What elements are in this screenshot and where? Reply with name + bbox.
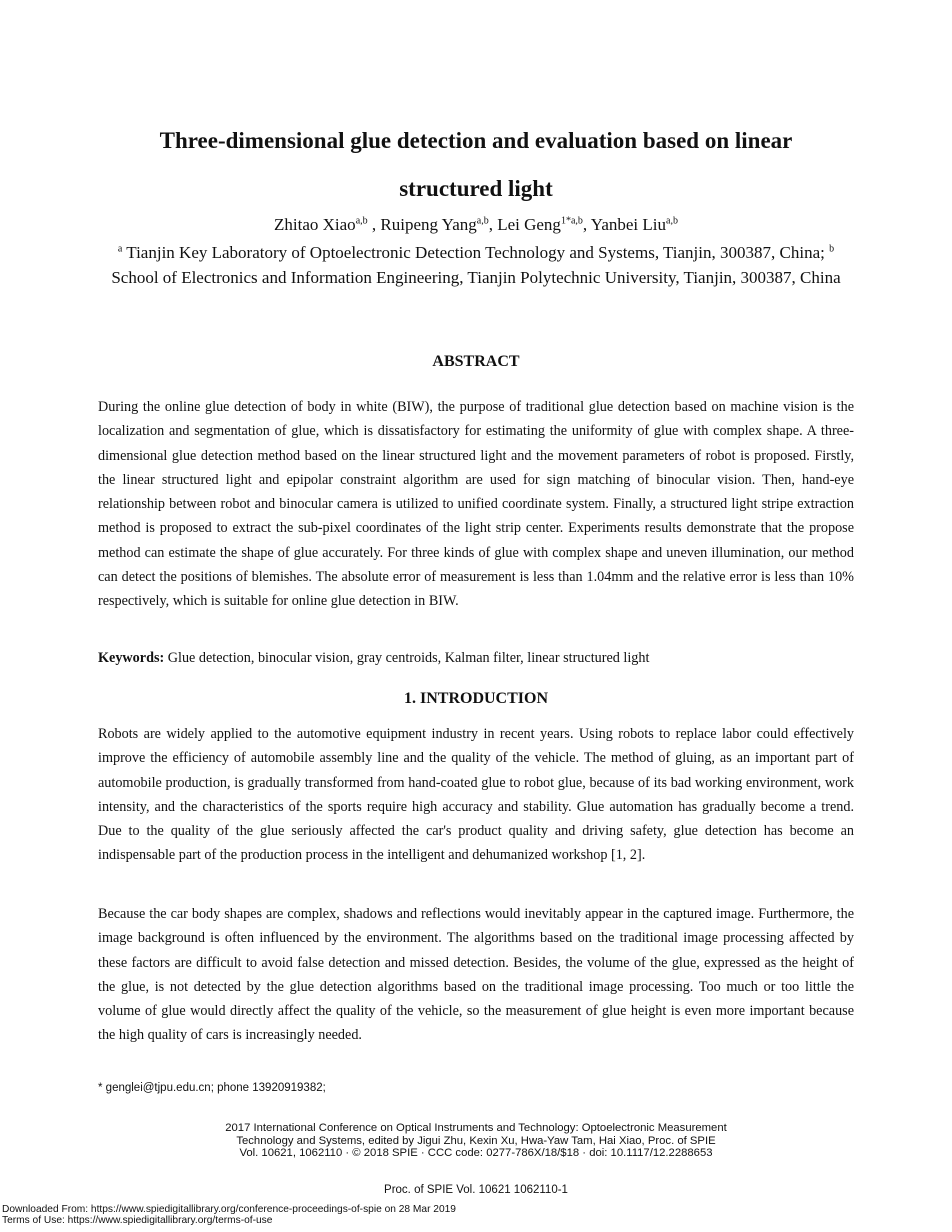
author-name: Zhitao Xiao — [274, 215, 356, 234]
introduction-paragraph-1: Robots are widely applied to the automotive equipment industry in recent years. Using robots to replace labor could effectively improve the efficiency of automobile assembly line and the quality of the vehicle. The method of gluing, as an important part of automobile production, is gradually transformed from hand-coated glue to robot glue, because of its bad working environment, work intensity, and the characteristics of the sports require high accuracy and stability. Glue automation has gradually become a trend. Due to the quality of the glue seriously affected the car's product quality and driving safety, glue detection has become an indispensable part of the production process in the intelligent and dehumanized workshop [1, 2]. — [98, 726, 854, 864]
author-name: Lei Geng — [497, 215, 561, 234]
conference-citation-line-1: 2017 International Conference on Optical Instruments and Technology: Optoelectronic Measurement — [225, 1122, 727, 1134]
author-list — [90, 215, 862, 235]
conference-citation — [200, 1122, 752, 1160]
affiliation-a: Tianjin Key Laboratory of Optoelectronic Detection Technology and Systems, Tianjin, 300387, China; — [122, 243, 830, 262]
paper-title-line-2: structured light — [399, 176, 553, 201]
affiliation-mark-a: a — [117, 243, 123, 255]
abstract-heading: ABSTRACT — [432, 353, 520, 370]
section-heading-introduction: 1. INTRODUCTION — [403, 690, 548, 707]
author-name: Ruipeng Yang — [380, 215, 477, 234]
author-affiliation-mark: a,b — [666, 215, 678, 227]
abstract-text: During the online glue detection of body in white (BIW), the purpose of traditional glue detection based on machine vision is the localization and segmentation of glue, which is dissatisfactory for estimating the uniformity of glue with complex shape. A three-dimensional glue detection method based on the linear structured light and the movement parameters of robot is proposed. Firstly, the linear structured light and epipolar constraint algorithm are used for sign matching of binocular vision. Then, hand-eye relationship between robot and binocular camera is utilized to unified coordinate system. Finally, a structured light stripe extraction method is proposed to extract the sub-pixel coordinates of the light strip center. Experiments results demonstrate that the propose method can estimate the shape of glue accurately. For three kinds of glue with complex shape and uneven illumination, our method can detect the positions of blemishes. The absolute error of measurement is less than 1.04mm and the relative error is less than 10% respectively, which is suitable for online glue detection in BIW. — [98, 399, 854, 610]
keywords-list: Glue detection, binocular vision, gray centroids, Kalman filter, linear structured light — [164, 650, 650, 666]
author-separator: , — [582, 215, 591, 234]
corresponding-author-footnote: * genglei@tjpu.edu.cn; phone 13920919382; — [98, 1082, 326, 1094]
author-affiliation-mark: a,b — [476, 215, 489, 227]
conference-citation-line-3: Vol. 10621, 1062110 · © 2018 SPIE · CCC code: 0277-786X/18/$18 · doi: 10.1117/12.2288653 — [239, 1147, 713, 1160]
terms-of-use-notice: Terms of Use: https://www.spiedigitallibrary.org/terms-of-use — [2, 1215, 273, 1226]
author-affiliation-mark: a,b — [355, 215, 368, 227]
affiliation-b: School of Electronics and Information Engineering, Tianjin Polytechnic University, Tianjin, 300387, China — [111, 267, 841, 287]
affiliations — [96, 241, 856, 290]
paper-title-line-1: Three-dimensional glue detection and evaluation based on linear — [159, 128, 793, 153]
introduction-paragraph-2: Because the car body shapes are complex, shadows and reflections would inevitably appear in the captured image. Furthermore, the image background is often influenced by the environment. The algorithms based on the traditional image processing affected by these factors are difficult to avoid false detection and missed detection. Besides, the volume of the glue, expressed as the height of the glue, is not detected by the glue detection algorithms based on the traditional image processing. Too much or too little the volume of glue would directly affect the quality of the vehicle, so the measurement of glue height is even more important because the high quality of cars is increasingly needed. — [98, 906, 854, 1044]
keywords-label: Keywords: — [98, 650, 165, 666]
author-affiliation-mark: 1*a,b — [560, 215, 583, 227]
author-separator: , — [367, 215, 381, 234]
keywords — [98, 646, 854, 670]
page-footer-proc: Proc. of SPIE Vol. 10621 1062110-1 — [384, 1184, 568, 1196]
conference-citation-line-2: Technology and Systems, edited by Jigui Zhu, Kexin Xu, Hwa-Yaw Tam, Hai Xiao, Proc. of SPIE — [236, 1134, 716, 1147]
author-separator: , — [488, 215, 498, 234]
affiliation-mark-b: b — [829, 243, 835, 255]
author-name: Yanbei Liu — [590, 215, 667, 234]
download-notice: Downloaded From: https://www.spiedigitallibrary.org/conference-proceedings-of-spie on 28 Mar 2019 — [2, 1204, 456, 1215]
